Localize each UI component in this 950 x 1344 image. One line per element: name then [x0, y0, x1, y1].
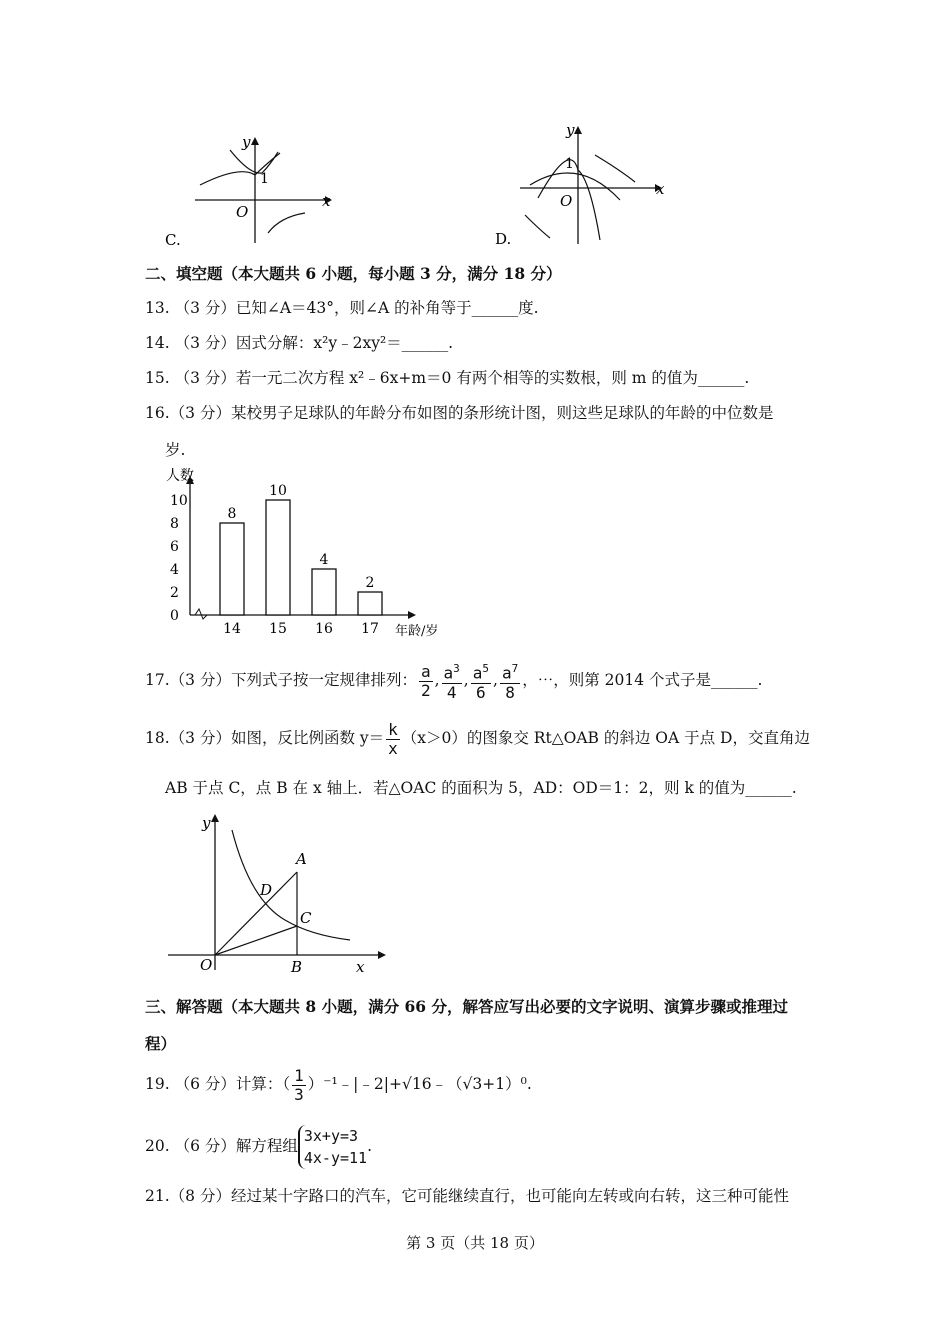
- section-2-title: 二、填空题（本大题共 6 小题，每小题 3 分，满分 18 分）: [145, 264, 562, 283]
- bar-value-label: 2: [365, 575, 375, 591]
- y-tick-label: 4: [170, 562, 179, 578]
- question-17-prefix: 17.（3 分）下列式子按一定规律排列：: [145, 671, 417, 689]
- graph-c-origin-label: O: [236, 203, 249, 221]
- fig18-b-label: B: [291, 958, 303, 976]
- question-17: 17.（3 分）下列式子按一定规律排列： $\frac{a}{2}$ , $\frac{a^3}{4}$ , $\frac{a^5}{6}$ , $\frac{a^7}{8}$ ，⋯，则第 2014 个式子是______.: [145, 661, 763, 702]
- y-tick-label: 10: [170, 493, 188, 509]
- question-18-line-1: 18.（3 分）如图，反比例函数 y＝ $\frac{k}{x}$ （x＞0）的图象交 Rt△OAB 的斜边 OA 于点 D，交直角边: [145, 719, 810, 758]
- y-tick-label: 2: [170, 585, 179, 601]
- bar-value-label: 8: [227, 506, 237, 522]
- question-18-line-2: AB 于点 C，点 B 在 x 轴上．若△OAC 的面积为 5，AD：OD＝1：2，则 k 的值为______.: [165, 779, 797, 797]
- graph-d: [490, 120, 680, 250]
- graph-d-x-label: x: [656, 180, 665, 198]
- graph-c-option-label: C.: [165, 231, 181, 249]
- y-tick-label: 6: [170, 539, 179, 555]
- question-21: 21.（8 分）经过某十字路口的汽车，它可能继续直行，也可能向左转或向右转，这三种可能性: [145, 1187, 789, 1205]
- fraction-one-third: $\frac{1}{3}$: [294, 1065, 304, 1104]
- page-footer: 第 3 页（共 18 页）: [406, 1234, 544, 1252]
- fraction-2: $\frac{a^3}{4}$: [443, 662, 460, 702]
- equation-2: 4x-y=11: [303, 1149, 368, 1167]
- question-16-line-2: 岁.: [165, 441, 186, 459]
- graph-c: [160, 125, 350, 250]
- question-17-suffix: ，⋯，则第 2014 个式子是______.: [522, 671, 763, 689]
- fig18-c-label: C: [300, 909, 312, 927]
- fraction-k-over-x: $\frac{k}{x}$: [388, 719, 398, 758]
- fraction-3: $\frac{a^5}{6}$: [472, 662, 489, 702]
- bar-value-label: 10: [269, 483, 287, 499]
- fig18-origin-label: O: [200, 956, 213, 974]
- equation-1: 3x+y=3: [303, 1127, 359, 1145]
- y-tick-label: 0: [170, 608, 179, 624]
- fraction-1: $\frac{a}{2}$: [420, 661, 431, 700]
- question-20: 20. （6 分）解方程组3x+y=3 4x-y=11.: [145, 1127, 373, 1167]
- question-13: 13. （3 分）已知∠A＝43°，则∠A 的补角等于______度.: [145, 299, 539, 317]
- y-tick-label: 8: [170, 516, 179, 532]
- graph-c-x-label: x: [322, 192, 331, 210]
- question-14-expression: x²y﹣2xy²＝______.: [313, 334, 454, 352]
- graph-d-origin-label: O: [560, 192, 573, 210]
- graph-c-y-label: y: [242, 133, 251, 151]
- section-3-title-line-2: 程）: [145, 1034, 177, 1053]
- question-16-line-1: 16.（3 分）某校男子足球队的年龄分布如图的条形统计图，则这些足球队的年龄的中位数是: [145, 404, 774, 422]
- figure-18: [160, 810, 390, 980]
- graph-d-y-label: y: [566, 121, 575, 139]
- bar: [358, 592, 382, 615]
- graph-d-one-label: 1: [565, 156, 574, 172]
- fraction-4: $\frac{a^7}{8}$: [501, 662, 519, 702]
- bar: [220, 523, 244, 615]
- y-axis-title: 人数: [166, 468, 194, 484]
- fig18-a-label: A: [296, 850, 307, 868]
- axis-break: [195, 609, 207, 619]
- age-bar-chart: [150, 460, 460, 640]
- question-19: 19. （6 分）计算：（ $\frac{1}{3}$ ）⁻¹﹣|﹣2|+√16﹣（√3+1）⁰.: [145, 1065, 532, 1104]
- fig18-x-label: x: [356, 958, 365, 976]
- graph-c-one-label: 1: [260, 171, 269, 187]
- x-axis-title: 年龄/岁: [395, 624, 439, 639]
- x-tick-label: 14: [223, 621, 241, 637]
- question-15: 15. （3 分）若一元二次方程 x²﹣6x+m＝0 有两个相等的实数根，则 m 的值为______.: [145, 369, 750, 387]
- bar: [266, 500, 290, 615]
- graph-d-option-label: D.: [495, 230, 512, 248]
- question-14: [145, 331, 453, 353]
- x-tick-label: 17: [361, 621, 379, 637]
- x-axis-arrow: [408, 611, 416, 619]
- bar-value-label: 4: [319, 552, 329, 568]
- section-3-title-line-1: 三、解答题（本大题共 8 小题，满分 66 分，解答应写出必要的文字说明、演算步骤或推理过: [145, 997, 788, 1016]
- bar: [312, 569, 336, 615]
- equation-system: [298, 1125, 367, 1169]
- x-tick-label: 16: [315, 621, 333, 637]
- question-14-prefix: 14. （3 分）因式分解：: [145, 334, 314, 352]
- fig18-d-label: D: [260, 881, 273, 899]
- x-tick-label: 15: [269, 621, 287, 637]
- fig18-y-label: y: [202, 814, 211, 832]
